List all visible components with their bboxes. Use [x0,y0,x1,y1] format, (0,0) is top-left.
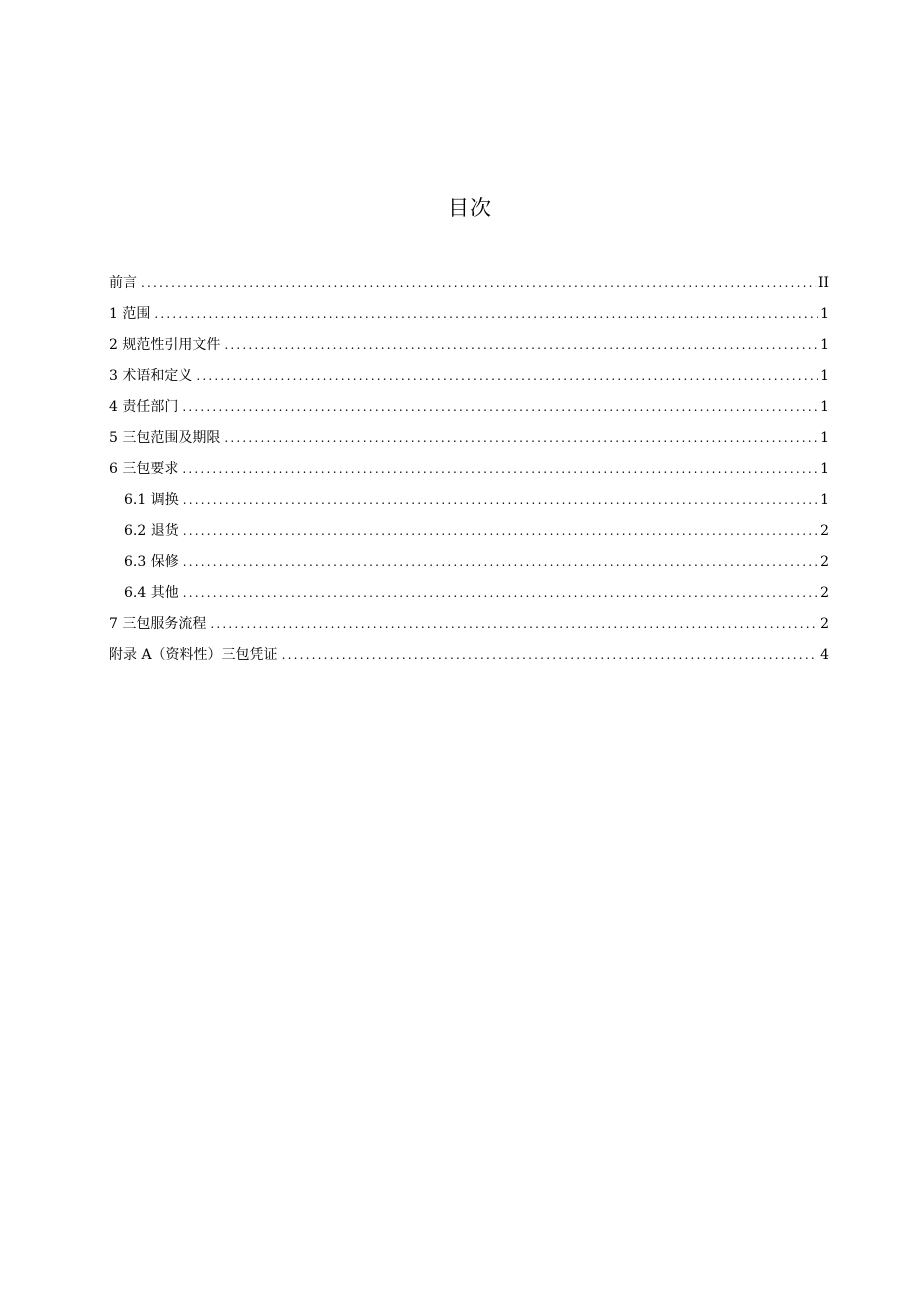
toc-entry-label: 6.4 其他 [124,585,179,601]
toc-dot-leader [183,549,818,575]
toc-dot-leader [210,611,818,637]
toc-entry[interactable] [109,301,829,332]
toc-entry[interactable] [109,611,829,642]
toc-subentry[interactable] [109,518,829,549]
toc-dot-leader [182,456,818,482]
toc-entry-label: 7 三包服务流程 [109,616,207,632]
toc-entry-page: 1 [820,492,829,508]
toc-entry-page: 2 [820,554,829,570]
toc-entry[interactable] [109,456,829,487]
toc-entry-page: 1 [820,368,829,384]
toc-entry-label: 附录 A（资料性）三包凭证 [109,647,278,663]
toc-entry-label: 6.3 保修 [124,554,179,570]
toc-entry-page: 1 [820,461,829,477]
toc-entry-label: 前言 [109,275,137,291]
toc-title: 目次 [448,196,492,220]
toc-dot-leader [224,425,818,451]
table-of-contents [109,270,829,673]
toc-entry-label: 5 三包范围及期限 [109,430,221,446]
toc-dot-leader [183,487,818,513]
toc-entry-label: 6.1 调换 [124,492,179,508]
toc-dot-leader [183,580,818,606]
toc-entry-page: 4 [820,647,829,663]
toc-dot-leader [224,332,818,358]
toc-entry[interactable] [109,363,829,394]
toc-subentry[interactable] [109,580,829,611]
toc-entry-page: II [817,275,829,291]
toc-entry-page: 1 [820,399,829,415]
toc-entry-page: 2 [820,616,829,632]
toc-subentry[interactable] [109,549,829,580]
toc-entry-page: 1 [820,306,829,322]
toc-dot-leader [154,301,818,327]
toc-subentry[interactable] [109,487,829,518]
toc-entry[interactable] [109,394,829,425]
toc-entry[interactable] [109,270,829,301]
toc-dot-leader [196,363,818,389]
toc-entry[interactable] [109,425,829,456]
toc-entry-label: 2 规范性引用文件 [109,337,221,353]
toc-entry-label: 6.2 退货 [124,523,179,539]
toc-entry-page: 2 [820,585,829,601]
toc-entry-label: 4 责任部门 [109,399,179,415]
toc-entry-label: 1 范围 [109,306,151,322]
toc-dot-leader [282,642,819,668]
toc-entry-label: 6 三包要求 [109,461,179,477]
toc-entry-label: 3 术语和定义 [109,368,193,384]
toc-dot-leader [141,270,816,296]
toc-entry-page: 1 [820,430,829,446]
toc-entry[interactable] [109,332,829,363]
toc-entry-page: 1 [820,337,829,353]
toc-dot-leader [182,394,818,420]
toc-dot-leader [183,518,818,544]
toc-entry-page: 2 [820,523,829,539]
toc-entry[interactable] [109,642,829,673]
